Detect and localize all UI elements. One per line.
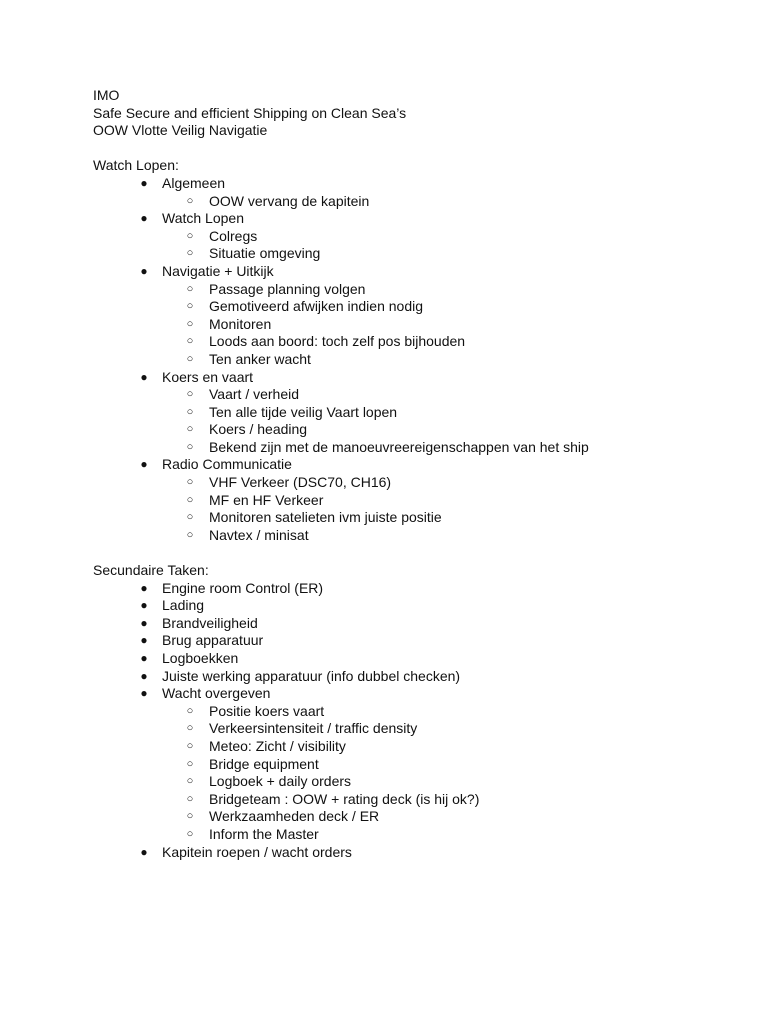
document-body bbox=[93, 87, 733, 861]
sub-list-item bbox=[93, 404, 733, 422]
list-item-label: Watch Lopen bbox=[162, 210, 244, 227]
list-item bbox=[93, 844, 733, 862]
hollow-bullet-icon: ○ bbox=[186, 511, 194, 524]
sub-list-item bbox=[93, 826, 733, 844]
hollow-bullet-icon: ○ bbox=[186, 792, 194, 805]
sub-list-item-label: Meteo: Zicht / visibility bbox=[209, 737, 346, 754]
sub-list-item-label: Passage planning volgen bbox=[209, 280, 366, 297]
hollow-bullet-icon: ○ bbox=[186, 722, 194, 735]
list-item-label: Engine room Control (ER) bbox=[162, 579, 324, 596]
section-heading: Secundaire Taken: bbox=[93, 562, 209, 579]
sub-list-item bbox=[93, 298, 733, 316]
bullet-icon: ● bbox=[140, 457, 148, 472]
list-item bbox=[93, 668, 733, 686]
list-item bbox=[93, 632, 733, 650]
sub-list-item-label: Positie koers vaart bbox=[209, 702, 325, 719]
hollow-bullet-icon: ○ bbox=[186, 440, 194, 453]
hollow-bullet-icon: ○ bbox=[186, 405, 194, 418]
sub-list-item bbox=[93, 492, 733, 510]
bullet-icon: ● bbox=[140, 263, 148, 278]
bullet-icon: ● bbox=[140, 651, 148, 665]
hollow-bullet-icon: ○ bbox=[186, 300, 194, 313]
sub-list-item bbox=[93, 228, 733, 246]
sub-list-item-label: Ten anker wacht bbox=[209, 350, 311, 367]
list-item-label: Navigatie + Uitkijk bbox=[162, 262, 274, 279]
sub-list-item-label: Koers / heading bbox=[209, 421, 308, 438]
sub-list-item bbox=[93, 738, 733, 756]
list-item-label: Brandveiligheid bbox=[162, 614, 258, 631]
sub-list-item bbox=[93, 703, 733, 721]
list-item bbox=[93, 263, 733, 281]
sub-list-item bbox=[93, 316, 733, 334]
list-item-label: Radio Communicatie bbox=[162, 456, 292, 473]
sub-list-item-label: Gemotiveerd afwijken indien nodig bbox=[209, 298, 424, 315]
sub-list-item-label: Colregs bbox=[209, 227, 258, 244]
sub-list-item bbox=[93, 386, 733, 404]
hollow-bullet-icon: ○ bbox=[186, 757, 194, 770]
sub-list-item bbox=[93, 193, 733, 211]
list-item-label: Koers en vaart bbox=[162, 368, 254, 385]
bullet-icon: ● bbox=[140, 615, 148, 630]
bullet-icon: ● bbox=[140, 175, 148, 190]
hollow-bullet-icon: ○ bbox=[186, 282, 194, 295]
sub-list-item-label: Ten alle tijde veilig Vaart lopen bbox=[209, 403, 398, 420]
sub-list-item-label: OOW vervang de kapitein bbox=[209, 192, 370, 209]
list-item bbox=[93, 175, 733, 193]
bullet-icon: ● bbox=[140, 211, 148, 226]
hollow-bullet-icon: ○ bbox=[186, 247, 194, 260]
sub-list-item-label: Loods aan boord: toch zelf pos bijhouden bbox=[209, 333, 466, 350]
blank-line bbox=[93, 140, 733, 158]
sub-list-item bbox=[93, 808, 733, 826]
hollow-bullet-icon: ○ bbox=[186, 317, 194, 330]
list-item bbox=[93, 210, 733, 228]
sub-list-item-label: Verkeersintensiteit / traffic density bbox=[209, 720, 418, 737]
list-item bbox=[93, 650, 733, 668]
list-item bbox=[93, 456, 733, 474]
sub-list-item-label: Navtex / minisat bbox=[209, 526, 309, 543]
list-item bbox=[93, 615, 733, 633]
list-item-label: Brug apparatuur bbox=[162, 632, 264, 649]
sub-list-item-label: Werkzaamheden deck / ER bbox=[209, 808, 380, 825]
hollow-bullet-icon: ○ bbox=[186, 388, 194, 401]
list-item-label: Lading bbox=[162, 597, 205, 614]
hollow-bullet-icon: ○ bbox=[186, 423, 194, 436]
hollow-bullet-icon: ○ bbox=[186, 827, 194, 840]
sub-list-item-label: VHF Verkeer (DSC70, CH16) bbox=[209, 474, 392, 491]
list-item-label: Algemeen bbox=[162, 174, 226, 191]
hollow-bullet-icon: ○ bbox=[186, 704, 194, 717]
sub-list-item bbox=[93, 720, 733, 738]
sub-list-item-label: Logboek + daily orders bbox=[209, 773, 352, 790]
sub-list-item-label: Bridgeteam : OOW + rating deck (is hij ok?) bbox=[209, 790, 480, 807]
title-line: OOW Vlotte Veilig Navigatie bbox=[93, 122, 268, 139]
hollow-bullet-icon: ○ bbox=[186, 775, 194, 788]
bullet-icon: ● bbox=[140, 598, 148, 613]
list-item bbox=[93, 685, 733, 703]
bullet-icon: ● bbox=[140, 686, 148, 701]
sub-list-item bbox=[93, 421, 733, 439]
sub-list-item bbox=[93, 439, 733, 457]
list-item bbox=[93, 597, 733, 615]
sub-list-item bbox=[93, 281, 733, 299]
bullet-icon: ● bbox=[140, 844, 148, 859]
hollow-bullet-icon: ○ bbox=[186, 739, 194, 752]
list-item bbox=[93, 580, 733, 598]
sub-list-item bbox=[93, 351, 733, 369]
sub-list-item bbox=[93, 756, 733, 774]
hollow-bullet-icon: ○ bbox=[186, 194, 194, 207]
sub-list-item bbox=[93, 773, 733, 791]
sub-list-item-label: Monitoren bbox=[209, 315, 272, 332]
hollow-bullet-icon: ○ bbox=[186, 493, 194, 506]
sub-list-item-label: Bekend zijn met de manoeuvreereigenschappen van het ship bbox=[209, 438, 589, 455]
hollow-bullet-icon: ○ bbox=[186, 528, 194, 541]
hollow-bullet-icon: ○ bbox=[186, 476, 194, 489]
sub-list-item bbox=[93, 527, 733, 545]
title-line: IMO bbox=[93, 87, 120, 103]
sub-list-item bbox=[93, 509, 733, 527]
section-heading: Watch Lopen: bbox=[93, 157, 179, 174]
sub-list-item-label: MF en HF Verkeer bbox=[209, 491, 324, 508]
bullet-icon: ● bbox=[140, 633, 148, 648]
list-item bbox=[93, 369, 733, 387]
sub-list-item-label: Monitoren satelieten ivm juiste positie bbox=[209, 509, 442, 526]
list-item-label: Kapitein roepen / wacht orders bbox=[162, 843, 352, 860]
sub-list-item-label: Bridge equipment bbox=[209, 755, 319, 772]
sub-list-item bbox=[93, 791, 733, 809]
hollow-bullet-icon: ○ bbox=[186, 810, 194, 823]
list-item-label: Logboekken bbox=[162, 650, 239, 666]
hollow-bullet-icon: ○ bbox=[186, 335, 194, 348]
list-item-label: Wacht overgeven bbox=[162, 685, 271, 702]
bullet-icon: ● bbox=[140, 668, 148, 683]
blank-line bbox=[93, 544, 733, 562]
title-line: Safe Secure and efficient Shipping on Clean Sea’s bbox=[93, 104, 407, 121]
bullet-icon: ● bbox=[140, 369, 148, 384]
sub-list-item-label: Inform the Master bbox=[209, 825, 319, 842]
sub-list-item bbox=[93, 245, 733, 263]
hollow-bullet-icon: ○ bbox=[186, 352, 194, 365]
bullet-icon: ● bbox=[140, 580, 148, 595]
sub-list-item-label: Situatie omgeving bbox=[209, 245, 321, 262]
sub-list-item bbox=[93, 474, 733, 492]
sub-list-item-label: Vaart / verheid bbox=[209, 386, 300, 403]
hollow-bullet-icon: ○ bbox=[186, 229, 194, 242]
sub-list-item bbox=[93, 333, 733, 351]
list-item-label: Juiste werking apparatuur (info dubbel checken) bbox=[162, 667, 461, 684]
